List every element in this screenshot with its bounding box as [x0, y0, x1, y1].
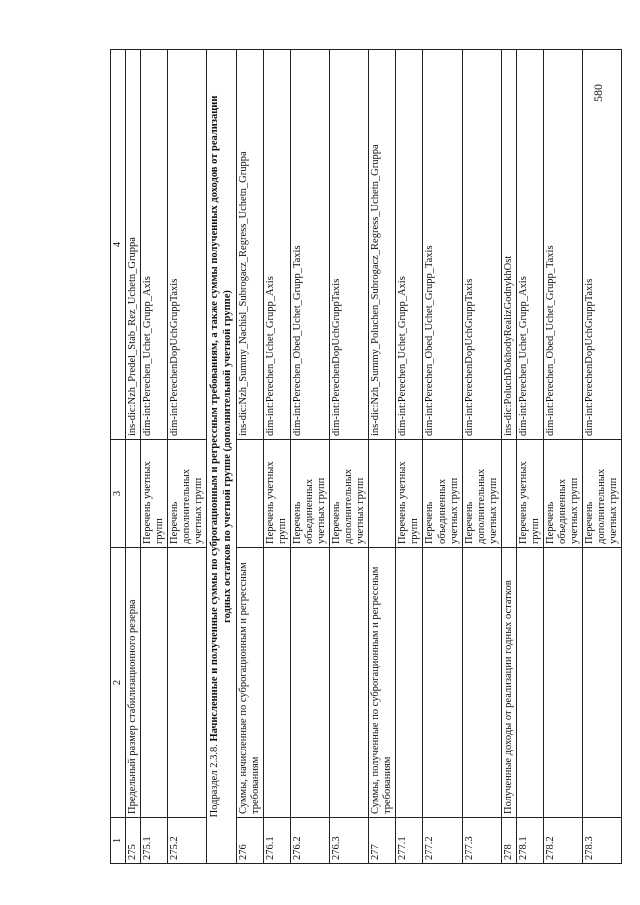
cell-type: Перечень дополнительных учетных групп: [168, 440, 207, 548]
cell-name: [330, 548, 369, 818]
section-row: [207, 50, 236, 864]
cell-n: 277: [369, 818, 396, 864]
cell-name: [396, 548, 423, 818]
cell-code: dim-int:Perechen_Uchet_Grupp_Axis: [141, 50, 168, 440]
cell-n: 275.2: [168, 818, 207, 864]
cell-name: [141, 548, 168, 818]
cell-n: 278.3: [583, 818, 622, 864]
cell-type: Перечень учетных групп: [396, 440, 423, 548]
cell-code: dim-int:PerechenDopUchGruppTaxis: [168, 50, 207, 440]
cell-n: 277.1: [396, 818, 423, 864]
cell-name: Предельный размер стабилизационного резерва: [126, 548, 141, 818]
section-heading: [207, 50, 236, 864]
cell-type: Перечень дополнительных учетных групп: [583, 440, 622, 548]
table-row: [462, 50, 501, 864]
header-row: [111, 50, 126, 864]
cell-code: dim-int:Perechen_Obed_Uchet_Grupp_Taxis: [290, 50, 329, 440]
cell-type: [501, 440, 516, 548]
table-row: [330, 50, 369, 864]
table-row: [290, 50, 329, 864]
table-row: [369, 50, 396, 864]
cell-name: [462, 548, 501, 818]
table-row: [236, 50, 263, 864]
cell-n: 278: [501, 818, 516, 864]
cell-name: [544, 548, 583, 818]
cell-name: Полученные доходы от реализации годных остатков: [501, 548, 516, 818]
cell-code: dim-int:PerechenDopUchGruppTaxis: [462, 50, 501, 440]
cell-n: 276: [236, 818, 263, 864]
cell-n: 278.1: [516, 818, 543, 864]
table-row: [126, 50, 141, 864]
table-row: [168, 50, 207, 864]
cell-n: 276.2: [290, 818, 329, 864]
cell-type: Перечень учетных групп: [516, 440, 543, 548]
cell-code: dim-int:Perechen_Uchet_Grupp_Axis: [396, 50, 423, 440]
cell-code: dim-int:Perechen_Uchet_Grupp_Axis: [263, 50, 290, 440]
cell-type: [369, 440, 396, 548]
cell-code: dim-int:PerechenDopUchGruppTaxis: [330, 50, 369, 440]
cell-name: [168, 548, 207, 818]
cell-n: 275: [126, 818, 141, 864]
section-title: Начисленные и полученные суммы по суброгационным и регрессным требованиям, а также суммы полученных доходов от реализации годных остатков по учетной группе (дополнительной учетной группе): [209, 95, 233, 742]
table-row: [263, 50, 290, 864]
cell-name: [583, 548, 622, 818]
cell-type: Перечень объединенных учетных групп: [423, 440, 462, 548]
header-col-3: 3: [111, 440, 126, 548]
table-row: [501, 50, 516, 864]
table-row: [516, 50, 543, 864]
cell-n: 276.1: [263, 818, 290, 864]
cell-type: Перечень учетных групп: [263, 440, 290, 548]
cell-n: 275.1: [141, 818, 168, 864]
cell-code: ins-dic:Nzh_Summy_Poluchen_Subrogacz_Regress_Uchetn_Gruppa: [369, 50, 396, 440]
cell-code: dim-int:PerechenDopUchGruppTaxis: [583, 50, 622, 440]
cell-code: ins-dic:PoluchDokhodyRealizGodnykhOst: [501, 50, 516, 440]
table-row: [583, 50, 622, 864]
cell-code: dim-int:Perechen_Uchet_Grupp_Axis: [516, 50, 543, 440]
cell-type: [126, 440, 141, 548]
data-table: [110, 49, 622, 864]
cell-n: 276.3: [330, 818, 369, 864]
table-row: [396, 50, 423, 864]
cell-type: Перечень учетных групп: [141, 440, 168, 548]
section-prefix: Подраздел 2.3.8.: [209, 741, 221, 818]
cell-type: Перечень дополнительных учетных групп: [462, 440, 501, 548]
table-row: [544, 50, 583, 864]
table-row: [423, 50, 462, 864]
cell-n: 277.2: [423, 818, 462, 864]
cell-n: 277.3: [462, 818, 501, 864]
cell-code: dim-int:Perechen_Obed_Uchet_Grupp_Taxis: [423, 50, 462, 440]
cell-code: dim-int:Perechen_Obed_Uchet_Grupp_Taxis: [544, 50, 583, 440]
cell-type: [236, 440, 263, 548]
cell-name: [290, 548, 329, 818]
table-row: [141, 50, 168, 864]
page-number: 580: [590, 84, 605, 102]
cell-name: [263, 548, 290, 818]
header-col-1: 1: [111, 818, 126, 864]
table-body: [111, 50, 622, 864]
cell-type: Перечень дополнительных учетных групп: [330, 440, 369, 548]
cell-name: [516, 548, 543, 818]
cell-name: Суммы, начисленные по суброгационным и регрессным требованиям: [236, 548, 263, 818]
cell-code: ins-dic:Nzh_Summy_Nachisl_Subrogacz_Regress_Uchetn_Gruppa: [236, 50, 263, 440]
cell-type: Перечень объединенных учетных групп: [544, 440, 583, 548]
cell-name: [423, 548, 462, 818]
header-col-2: 2: [111, 548, 126, 818]
header-col-4: 4: [111, 50, 126, 440]
cell-code: ins-dic:Nzh_Predel_Stab_Rez_Uchetn_Gruppa: [126, 50, 141, 440]
cell-type: Перечень объединенных учетных групп: [290, 440, 329, 548]
cell-n: 278.2: [544, 818, 583, 864]
cell-name: Суммы, полученные по суброгационным и регрессным требованиям: [369, 548, 396, 818]
